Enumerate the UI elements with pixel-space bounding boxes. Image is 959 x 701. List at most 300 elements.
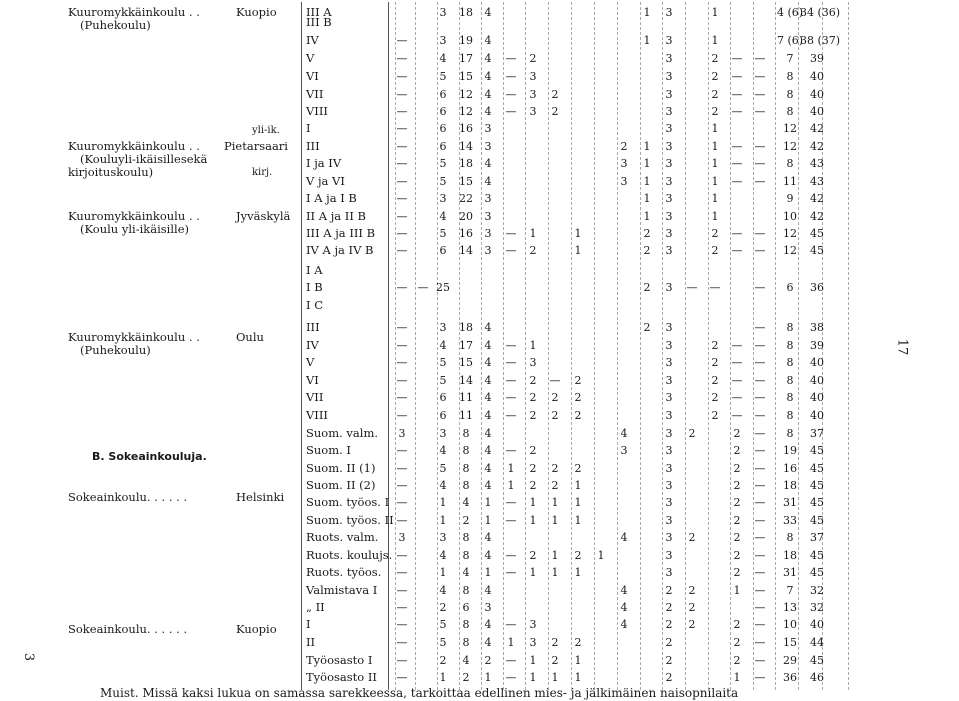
table-cell: 3 [665,6,673,19]
school-subtitle: (Kouluyli-ikäisillesekä [80,152,208,166]
table-cell: 3 [665,374,673,387]
table-cell: 12 [783,227,797,240]
table-cell: — [396,601,408,614]
class-label: VIII [306,408,328,422]
table-cell: — [396,462,408,475]
table-cell: 33 [783,514,797,527]
table-cell: 3 [665,140,673,153]
table-cell: — [396,636,408,649]
table-cell: 4 [484,105,492,118]
table-cell: 2 [665,601,673,614]
table-cell: 1 [484,514,492,527]
table-cell: — [396,140,408,153]
table-cell: 3 [665,175,673,188]
table-cell: 5 [439,227,447,240]
table-cell: — [505,105,517,118]
table-cell: 4 [439,479,447,492]
table-cell: 45 [810,654,824,667]
table-cell: — [754,374,766,387]
table-cell: 45 [810,462,824,475]
table-cell: 1 [643,34,651,47]
table-cell: 4 [439,549,447,562]
table-cell: 45 [810,549,824,562]
table-cell: 4 [484,427,492,440]
table-cell: 5 [439,157,447,170]
table-cell: 5 [439,70,447,83]
table-cell: 37 [810,531,824,544]
table-cell: — [396,618,408,631]
table-cell: 16 [459,122,473,135]
table-cell: 6 [439,88,447,101]
table-cell: 4 [484,157,492,170]
table-cell: — [754,409,766,422]
table-cell: 2 [643,281,651,294]
table-cell: — [754,514,766,527]
table-cell: 19 [783,444,797,457]
table-cell: 8 [786,157,794,170]
table-cell: 12 [783,244,797,257]
table-cell: — [754,496,766,509]
table-cell: 2 [711,374,719,387]
table-cell: 2 [733,636,741,649]
table-cell: 3 [665,227,673,240]
school-name: Kuuromykkäinkoulu . . [68,330,200,344]
table-cell: 1 [439,566,447,579]
table-cell: — [754,175,766,188]
table-cell: 8 [786,339,794,352]
table-cell: 1 [529,671,537,684]
table-cell: 39 [810,52,824,65]
table-cell: 3 [665,88,673,101]
table-cell: 1 [529,227,537,240]
table-cell: 2 [711,70,719,83]
table-cell: 18 [459,321,473,334]
class-label: I A [306,263,323,277]
table-cell: 8 [462,444,470,457]
table-cell: 4 [620,427,628,440]
column-rule [848,2,849,690]
table-cell: — [731,409,743,422]
table-cell: 4 [484,52,492,65]
table-cell: 19 [459,34,473,47]
table-cell: 43 [810,157,824,170]
table-cell: 1 [507,462,515,475]
table-cell: 8 [462,584,470,597]
table-cell: 3 [529,636,537,649]
table-cell: 39 [810,339,824,352]
table-cell: — [731,157,743,170]
table-cell: 3 [665,444,673,457]
table-cell: 4 [484,636,492,649]
table-cell: 2 [643,227,651,240]
table-cell: 1 [551,549,559,562]
class-label: IV [306,338,319,352]
table-cell: — [396,549,408,562]
table-cell: 3 [665,409,673,422]
table-cell: 2 [439,601,447,614]
table-cell: 2 [643,321,651,334]
column-rule [594,2,595,690]
table-cell: 3 [665,391,673,404]
table-cell: 3 [398,427,406,440]
left-margin-page-number: 3 [21,652,37,662]
table-cell: — [686,281,698,294]
table-cell: 3 [665,531,673,544]
table-cell: 3 [398,531,406,544]
class-label: Ruots. koulujs. [306,548,393,562]
table-cell: 3 [665,479,673,492]
table-cell: 4 [484,531,492,544]
table-cell: 5 [439,462,447,475]
table-cell: — [396,244,408,257]
table-cell: 1 [529,654,537,667]
table-cell: 45 [810,244,824,257]
table-cell: 1 [574,566,582,579]
table-cell: 2 [733,479,741,492]
table-cell: 3 [665,462,673,475]
table-cell: — [505,496,517,509]
table-cell: 4 [620,601,628,614]
table-cell: — [754,281,766,294]
table-cell: 38 (37) [800,34,841,47]
table-cell: 22 [459,192,473,205]
table-cell: 1 [574,479,582,492]
class-label: Suom. valm. [306,426,379,440]
table-cell: 3 [439,321,447,334]
table-cell: 14 [459,140,473,153]
table-cell: — [396,192,408,205]
class-label: I [306,617,311,631]
table-cell: — [754,444,766,457]
table-cell: — [731,374,743,387]
table-cell: 4 [484,462,492,475]
table-cell: 31 [783,496,797,509]
table-cell: 2 [733,618,741,631]
table-cell: 3 [529,618,537,631]
class-label: I C [306,298,323,312]
table-cell: 3 [665,157,673,170]
table-cell: 2 [665,654,673,667]
school-city: Pietarsaari [224,139,288,153]
table-cell: — [396,105,408,118]
table-cell: 4 [484,70,492,83]
table-cell: 6 [439,140,447,153]
table-cell: 15 [459,356,473,369]
table-cell: 4 [439,444,447,457]
class-label: Työosasto II [306,670,377,684]
class-label: IV [306,33,319,47]
class-label: Suom. II (2) [306,478,376,492]
table-cell: 7 (6) [776,34,804,47]
table-cell: 1 [643,6,651,19]
table-cell: — [505,356,517,369]
class-label: V ja VI [306,174,345,188]
table-cell: — [396,584,408,597]
table-cell: 4 [439,584,447,597]
table-cell: 1 [711,140,719,153]
table-cell: — [731,339,743,352]
table-cell: — [754,618,766,631]
table-cell: — [505,671,517,684]
table-cell: 3 [439,6,447,19]
class-label: III A [306,5,332,19]
table-cell: — [505,374,517,387]
table-cell: 2 [529,444,537,457]
table-cell: 1 [733,671,741,684]
table-cell: 32 [810,601,824,614]
table-cell: 3 [665,356,673,369]
table-cell: 1 [574,654,582,667]
table-cell: — [505,244,517,257]
table-cell: — [505,514,517,527]
table-cell: 2 [733,566,741,579]
table-cell: 3 [665,122,673,135]
table-cell: 3 [439,427,447,440]
table-cell: — [731,391,743,404]
table-cell: 1 [711,6,719,19]
table-cell: 2 [711,227,719,240]
table-cell: — [396,34,408,47]
table-cell: 12 [783,140,797,153]
table-cell: 1 [711,192,719,205]
table-cell: 40 [810,391,824,404]
column-rule [640,2,641,690]
table-cell: 40 [810,618,824,631]
table-cell: 45 [810,227,824,240]
table-cell: 40 [810,105,824,118]
table-cell: 31 [783,566,797,579]
table-cell: — [417,281,429,294]
school-subtitle-2: kirjoituskoulu) [68,165,154,179]
table-cell: — [754,654,766,667]
table-cell: 42 [810,210,824,223]
table-cell: — [396,654,408,667]
table-cell: 2 [688,601,696,614]
table-cell: 42 [810,192,824,205]
class-label: VIII [306,104,328,118]
table-cell: 42 [810,122,824,135]
table-cell: — [754,636,766,649]
table-cell: 6 [439,391,447,404]
class-label: III [306,139,320,153]
table-cell: 3 [484,140,492,153]
table-cell: 1 [643,175,651,188]
table-cell: — [754,479,766,492]
table-cell: 17 [459,339,473,352]
table-cell: 1 [574,514,582,527]
table-cell: 6 [462,601,470,614]
table-cell: 1 [711,210,719,223]
class-label: Suom. työos. I [306,495,390,509]
table-cell: 3 [529,88,537,101]
table-cell: 4 [484,618,492,631]
table-cell: 4 [484,549,492,562]
class-label: III A ja III B [306,226,376,240]
table-cell: 7 [786,52,794,65]
table-cell: 1 [574,244,582,257]
table-cell: 1 [643,140,651,153]
table-cell: — [754,601,766,614]
table-cell: 1 [643,210,651,223]
school-name: Kuuromykkäinkoulu . . [68,209,200,223]
table-cell: 3 [620,175,628,188]
table-cell: 1 [574,671,582,684]
table-cell: 1 [529,514,537,527]
table-cell: 4 (6) [776,6,804,19]
table-cell: — [505,70,517,83]
table-cell: 8 [786,70,794,83]
table-cell: 29 [783,654,797,667]
table-cell: 6 [439,122,447,135]
table-cell: — [396,88,408,101]
table-cell: 1 [551,566,559,579]
class-label: VII [306,87,324,101]
table-cell: 3 [665,210,673,223]
table-cell: 3 [529,356,537,369]
class-label: I B [306,280,323,294]
table-cell: 4 [484,584,492,597]
table-cell: — [754,549,766,562]
class-label: I [306,121,311,135]
table-cell: 2 [665,618,673,631]
table-cell: 2 [439,654,447,667]
table-cell: 2 [688,618,696,631]
table-cell: — [396,157,408,170]
table-cell: 3 [484,210,492,223]
table-cell: 8 [786,356,794,369]
table-cell: 2 [551,636,559,649]
table-cell: 2 [574,391,582,404]
table-cell: 37 [810,427,824,440]
class-label: VII [306,390,324,404]
table-cell: 2 [711,105,719,118]
table-cell: — [396,514,408,527]
table-cell: 4 [462,654,470,667]
table-cell: 8 [786,427,794,440]
table-cell: — [505,227,517,240]
table-cell: 4 [439,210,447,223]
table-cell: 4 [484,34,492,47]
right-margin-page-number: 17 [894,338,910,356]
table-cell: 1 [529,566,537,579]
table-cell: — [731,105,743,118]
table-cell: 2 [733,531,741,544]
table-cell: — [754,227,766,240]
table-cell: 3 [665,549,673,562]
table-cell: 5 [439,175,447,188]
table-cell: 12 [459,88,473,101]
table-cell: 1 [711,157,719,170]
table-cell: 3 [439,34,447,47]
table-cell: 11 [783,175,797,188]
table-cell: 3 [484,227,492,240]
table-cell: 40 [810,356,824,369]
table-cell: 2 [551,462,559,475]
table-cell: 2 [665,636,673,649]
table-cell: 15 [459,175,473,188]
table-cell: 1 [529,496,537,509]
class-label: IV A ja IV B [306,243,374,257]
table-cell: 43 [810,175,824,188]
table-cell: 2 [688,427,696,440]
table-cell: 2 [574,374,582,387]
column-rule [571,2,572,690]
table-cell: 15 [783,636,797,649]
table-cell: — [396,374,408,387]
table-cell: — [396,122,408,135]
table-cell: 2 [551,88,559,101]
school-subtitle: (Koulu yli-ikäisille) [80,222,189,236]
table-cell: 4 [620,531,628,544]
table-cell: 3 [665,566,673,579]
school-city: Kuopio [236,5,277,19]
column-rule [301,2,302,690]
table-cell: 4 [484,391,492,404]
table-cell: 2 [462,671,470,684]
class-label: III [306,320,320,334]
table-cell: 1 [551,496,559,509]
class-label: Ruots. valm. [306,530,379,544]
table-cell: 45 [810,514,824,527]
table-cell: — [754,140,766,153]
table-cell: 4 [484,479,492,492]
table-cell: 4 [484,175,492,188]
table-cell: 12 [459,105,473,118]
table-cell: 45 [810,444,824,457]
table-cell: 2 [529,391,537,404]
table-cell: 2 [711,391,719,404]
table-cell: 3 [665,244,673,257]
table-cell: 1 [484,496,492,509]
table-cell: — [754,584,766,597]
table-cell: 12 [783,122,797,135]
table-cell: 4 [484,356,492,369]
table-cell: 2 [529,52,537,65]
table-cell: 2 [529,549,537,562]
table-cell: 4 [484,409,492,422]
table-cell: — [731,175,743,188]
class-label: Ruots. työos. [306,565,382,579]
table-cell: — [731,88,743,101]
table-cell: 3 [620,444,628,457]
table-cell: 3 [484,244,492,257]
table-cell: 36 [810,281,824,294]
table-cell: 1 [551,671,559,684]
class-label: VI [306,373,319,387]
table-cell: 3 [665,496,673,509]
table-cell: 1 [439,496,447,509]
table-cell: — [396,210,408,223]
table-cell: 25 [436,281,450,294]
table-cell: 10 [783,210,797,223]
table-cell: 3 [484,122,492,135]
table-cell: 1 [484,671,492,684]
table-cell: — [505,52,517,65]
column-rule [388,2,389,690]
school-name: Kuuromykkäinkoulu . . [68,139,200,153]
class-label: Työosasto I [306,653,373,667]
table-cell: 9 [786,192,794,205]
table-cell: 3 [484,192,492,205]
table-cell: 2 [529,479,537,492]
column-rule [415,2,416,690]
table-cell: — [754,356,766,369]
table-cell: 45 [810,496,824,509]
table-cell: 8 [786,531,794,544]
table-cell: — [396,566,408,579]
table-cell: 2 [711,244,719,257]
table-cell: 8 [462,549,470,562]
